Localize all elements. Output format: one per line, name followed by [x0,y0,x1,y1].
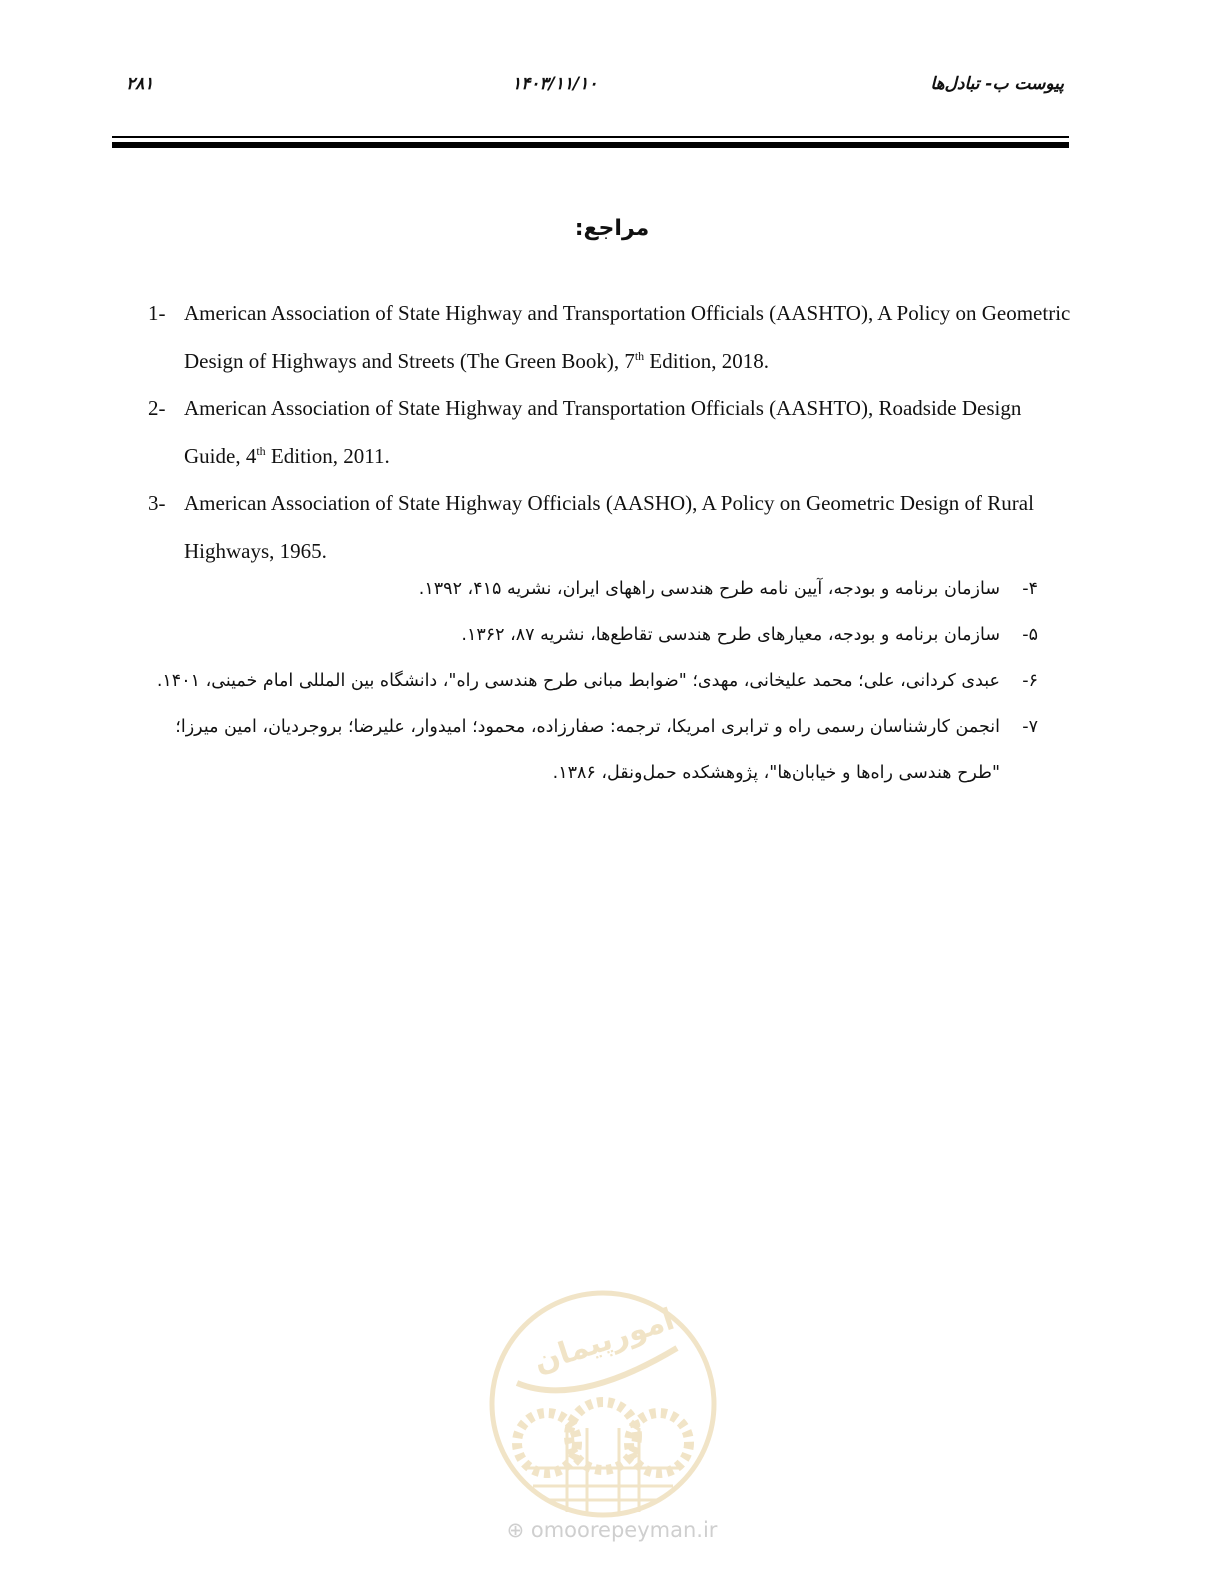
chapter-title: پیوست ب- تبادل‌ها [930,74,1064,94]
reference-text: American Association of State Highway and Transportation Officials (AASHTO), Roadside Design Guide, 4 [184,396,1022,468]
page-number: ۲۸۱ [126,74,154,94]
reference-text: American Association of State Highway and Transportation Officials (AASHTO), A Policy on Geometric Design of Highways and Streets (The Green Book), 7 [184,301,1071,373]
reference-item [140,480,1075,575]
reference-text: انجمن کارشناسان رسمی راه و ترابری امریکا، ترجمه: صفارزاده، محمود؛ امیدوار، علیرضا؛ بروجردیان، امین میرزا؛ "طرح هندسی راه‌ها و خیابان‌ها"، پژوهشکده حمل‌ونقل، ۱۳۸۶. [175,717,1000,783]
reference-number: ۴- [1022,579,1038,599]
header-rule-thin [112,136,1069,138]
globe-icon: ⊕ [506,1518,525,1542]
watermark-url-text: omoorepeyman.ir [530,1518,718,1542]
persian-references [130,566,1038,796]
reference-text: سازمان برنامه و بودجه، معیارهای طرح هندسی تقاطع‌ها، نشریه ۸۷، ۱۳۶۲. [461,625,1000,645]
ordinal-suffix: th [634,348,645,363]
page-header [112,74,1068,104]
references-heading: مراجع: [574,216,650,241]
reference-number: ۵- [1022,625,1038,645]
reference-text-tail: Edition, 2011. [265,443,390,468]
reference-text: American Association of State Highway Officials (AASHO), A Policy on Geometric Design of Rural Highways, 1965. [184,491,1034,563]
english-references [140,290,1075,575]
reference-item [130,612,1038,658]
header-date: ۱۴۰۳/۱۱/۱۰ [512,74,598,94]
reference-text-tail: Edition, 2018. [644,348,770,373]
reference-number: ۶- [1022,671,1038,691]
reference-item [130,566,1038,612]
reference-text: عبدی کردانی، علی؛ محمد علیخانی، مهدی؛ "ضوابط مبانی طرح هندسی راه"، دانشگاه بین المللی امام خمینی، ۱۴۰۱. [156,671,1000,691]
reference-item [130,658,1038,704]
reference-item [140,290,1075,385]
reference-number: 3- [148,491,166,515]
reference-text: سازمان برنامه و بودجه، آیین نامه طرح هندسی راههای ایران، نشریه ۴۱۵، ۱۳۹۲. [418,579,1000,599]
ordinal-suffix: th [256,443,266,458]
header-rule-thick [112,142,1069,148]
reference-item [140,385,1075,480]
watermark-url [0,1518,1224,1542]
reference-number: ۷- [1022,717,1038,737]
watermark-logo [487,1288,719,1520]
watermark-logo-text: امورپیمان [529,1301,679,1381]
reference-number: 1- [148,301,166,325]
reference-number: 2- [148,396,166,420]
reference-item [130,704,1038,796]
